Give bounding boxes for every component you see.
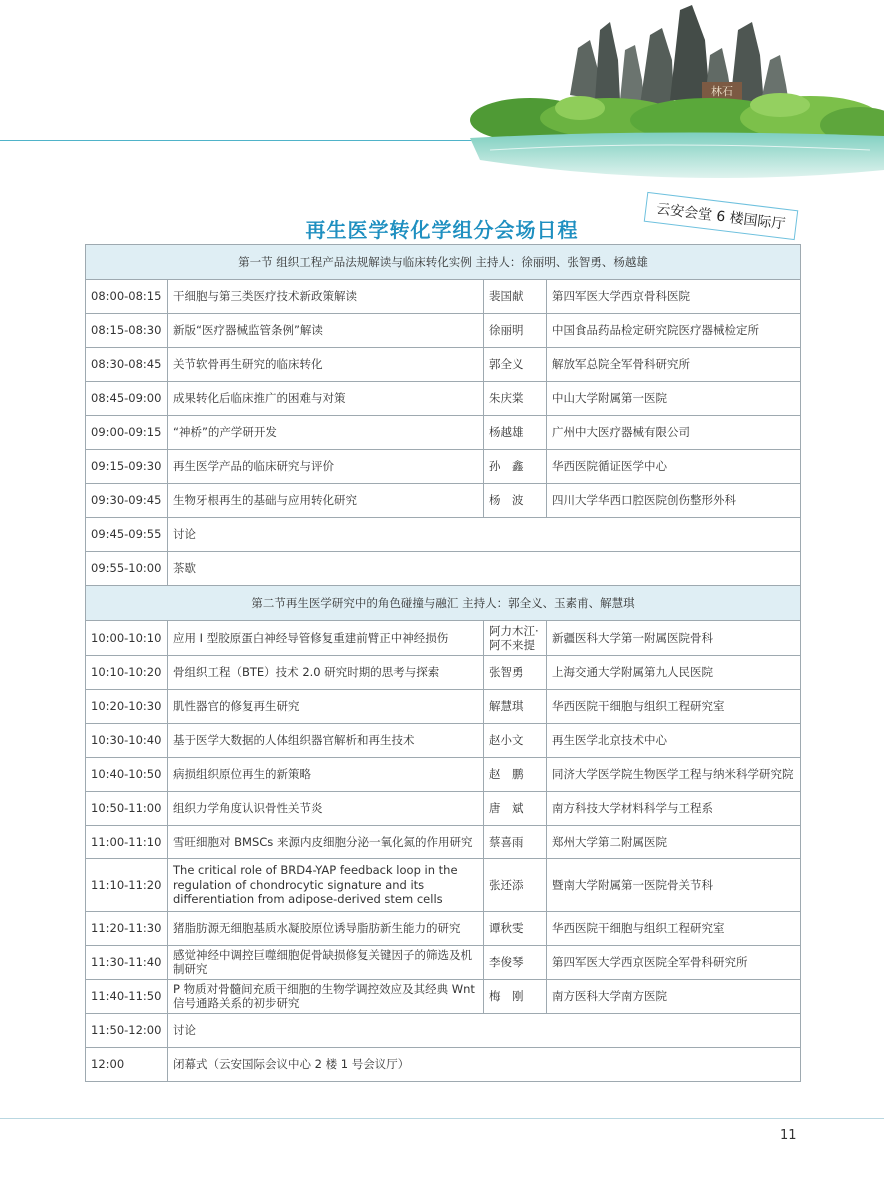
break-row <box>86 518 801 552</box>
time-cell: 10:20-10:30 <box>86 690 168 724</box>
break-row <box>86 1013 801 1047</box>
talk-row <box>86 758 801 792</box>
talk-row <box>86 946 801 980</box>
organization-cell: 华西医院干细胞与组织工程研究室 <box>547 690 801 724</box>
talk-row <box>86 826 801 859</box>
talk-row <box>86 621 801 656</box>
topic-cell: 应用 I 型胶原蛋白神经导管修复重建前臂正中神经损伤 <box>168 621 484 656</box>
topic-cell: 基于医学大数据的人体组织器官解析和再生技术 <box>168 724 484 758</box>
time-cell: 10:30-10:40 <box>86 724 168 758</box>
talk-row <box>86 280 801 314</box>
topic-cell: 病损组织原位再生的新策略 <box>168 758 484 792</box>
speaker-cell: 张还添 <box>484 859 547 912</box>
break-label: 闭幕式（云安国际会议中心 2 楼 1 号会议厅） <box>168 1047 801 1081</box>
speaker-cell: 赵 鹏 <box>484 758 547 792</box>
talk-row <box>86 690 801 724</box>
organization-cell: 南方科技大学材料科学与工程系 <box>547 792 801 826</box>
time-cell: 10:40-10:50 <box>86 758 168 792</box>
speaker-cell: 徐丽明 <box>484 314 547 348</box>
speaker-cell: 裴国献 <box>484 280 547 314</box>
topic-cell: 骨组织工程（BTE）技术 2.0 研究时期的思考与探索 <box>168 656 484 690</box>
topic-cell: 生物牙根再生的基础与应用转化研究 <box>168 484 484 518</box>
organization-cell: 华西医院干细胞与组织工程研究室 <box>547 912 801 946</box>
topic-cell: “神桥”的产学研开发 <box>168 416 484 450</box>
organization-cell: 解放军总院全军骨科研究所 <box>547 348 801 382</box>
organization-cell: 同济大学医学院生物医学工程与纳米科学研究院 <box>547 758 801 792</box>
organization-cell: 郑州大学第二附属医院 <box>547 826 801 859</box>
time-cell: 09:55-10:00 <box>86 552 168 586</box>
time-cell: 11:50-12:00 <box>86 1013 168 1047</box>
organization-cell: 再生医学北京技术中心 <box>547 724 801 758</box>
speaker-cell: 谭秋雯 <box>484 912 547 946</box>
schedule-table <box>85 244 801 1082</box>
time-cell: 10:00-10:10 <box>86 621 168 656</box>
time-cell: 08:00-08:15 <box>86 280 168 314</box>
speaker-cell: 杨越雄 <box>484 416 547 450</box>
talk-row <box>86 484 801 518</box>
speaker-cell: 蔡喜雨 <box>484 826 547 859</box>
talk-row <box>86 656 801 690</box>
speaker-cell: 解慧琪 <box>484 690 547 724</box>
topic-cell: 雪旺细胞对 BMSCs 来源内皮细胞分泌一氧化氮的作用研究 <box>168 826 484 859</box>
organization-cell: 暨南大学附属第一医院骨关节科 <box>547 859 801 912</box>
speaker-cell: 郭全义 <box>484 348 547 382</box>
section-header: 第一节 组织工程产品法规解读与临床转化实例 主持人：徐丽明、张智勇、杨越雄 <box>86 245 801 280</box>
section-header: 第二节再生医学研究中的角色碰撞与融汇 主持人：郭全义、玉素甫、解慧琪 <box>86 586 801 621</box>
time-cell: 10:10-10:20 <box>86 656 168 690</box>
footer-divider <box>0 1118 884 1119</box>
topic-cell: 成果转化后临床推广的困难与对策 <box>168 382 484 416</box>
speaker-cell: 唐 斌 <box>484 792 547 826</box>
time-cell: 09:15-09:30 <box>86 450 168 484</box>
time-cell: 08:45-09:00 <box>86 382 168 416</box>
organization-cell: 中国食品药品检定研究院医疗器械检定所 <box>547 314 801 348</box>
time-cell: 08:15-08:30 <box>86 314 168 348</box>
time-cell: 11:10-11:20 <box>86 859 168 912</box>
time-cell: 12:00 <box>86 1047 168 1081</box>
time-cell: 09:30-09:45 <box>86 484 168 518</box>
break-label: 讨论 <box>168 1013 801 1047</box>
organization-cell: 南方医科大学南方医院 <box>547 979 801 1013</box>
speaker-cell: 梅 刚 <box>484 979 547 1013</box>
talk-row <box>86 912 801 946</box>
organization-cell: 中山大学附属第一医院 <box>547 382 801 416</box>
time-cell: 09:00-09:15 <box>86 416 168 450</box>
page-title: 再生医学转化学组分会场日程 <box>305 218 579 242</box>
time-cell: 10:50-11:00 <box>86 792 168 826</box>
time-cell: 11:40-11:50 <box>86 979 168 1013</box>
organization-cell: 新疆医科大学第一附属医院骨科 <box>547 621 801 656</box>
talk-row <box>86 450 801 484</box>
time-cell: 08:30-08:45 <box>86 348 168 382</box>
time-cell: 11:00-11:10 <box>86 826 168 859</box>
speaker-cell: 杨 波 <box>484 484 547 518</box>
speaker-cell: 朱庆棠 <box>484 382 547 416</box>
speaker-cell: 李俊琴 <box>484 946 547 980</box>
topic-cell: 关节软骨再生研究的临床转化 <box>168 348 484 382</box>
section-header-row <box>86 586 801 621</box>
time-cell: 11:30-11:40 <box>86 946 168 980</box>
break-label: 讨论 <box>168 518 801 552</box>
talk-row <box>86 859 801 912</box>
topic-cell: 干细胞与第三类医疗技术新政策解读 <box>168 280 484 314</box>
header-divider <box>0 140 480 141</box>
organization-cell: 第四军医大学西京骨科医院 <box>547 280 801 314</box>
organization-cell: 四川大学华西口腔医院创伤整形外科 <box>547 484 801 518</box>
break-row <box>86 1047 801 1081</box>
time-cell: 11:20-11:30 <box>86 912 168 946</box>
topic-cell: 组织力学角度认识骨性关节炎 <box>168 792 484 826</box>
topic-cell: 再生医学产品的临床研究与评价 <box>168 450 484 484</box>
talk-row <box>86 416 801 450</box>
break-label: 茶歇 <box>168 552 801 586</box>
organization-cell: 第四军医大学西京医院全军骨科研究所 <box>547 946 801 980</box>
talk-row <box>86 792 801 826</box>
topic-cell: 肌性器官的修复再生研究 <box>168 690 484 724</box>
speaker-cell: 张智勇 <box>484 656 547 690</box>
rock-sign-text: 林石 <box>711 85 733 98</box>
break-row <box>86 552 801 586</box>
page-number: 11 <box>780 1128 797 1143</box>
topic-cell: P 物质对骨髓间充质干细胞的生物学调控效应及其经典 Wnt 信号通路关系的初步研究 <box>168 979 484 1013</box>
speaker-cell: 孙 鑫 <box>484 450 547 484</box>
topic-cell: 感觉神经中调控巨噬细胞促骨缺损修复关键因子的筛选及机制研究 <box>168 946 484 980</box>
talk-row <box>86 348 801 382</box>
venue-label: 云安会堂 6 楼国际厅 <box>644 192 798 240</box>
talk-row <box>86 979 801 1013</box>
topic-cell: The critical role of BRD4-YAP feedback loop in the regulation of chondrocytic signature and its differentiation from adipose-derived stem cells <box>168 859 484 912</box>
talk-row <box>86 382 801 416</box>
talk-row <box>86 314 801 348</box>
topic-cell: 新版“医疗器械监管条例”解读 <box>168 314 484 348</box>
speaker-cell: 赵小文 <box>484 724 547 758</box>
section-header-row <box>86 245 801 280</box>
organization-cell: 广州中大医疗器械有限公司 <box>547 416 801 450</box>
topic-cell: 猪脂肪源无细胞基质水凝胶原位诱导脂肪新生能力的研究 <box>168 912 484 946</box>
speaker-cell: 阿力木江·阿不来提 <box>484 621 547 656</box>
stone-forest-banner-image <box>460 0 884 190</box>
organization-cell: 上海交通大学附属第九人民医院 <box>547 656 801 690</box>
talk-row <box>86 724 801 758</box>
time-cell: 09:45-09:55 <box>86 518 168 552</box>
organization-cell: 华西医院循证医学中心 <box>547 450 801 484</box>
